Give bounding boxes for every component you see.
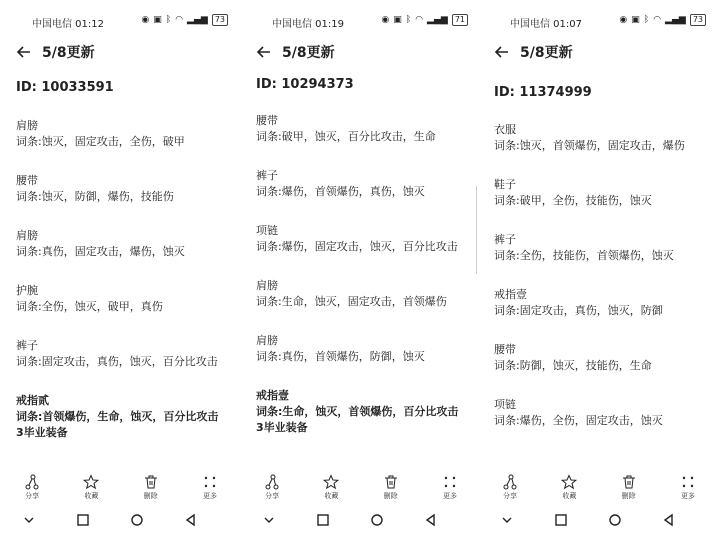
list-item [494,177,708,232]
id-label: ID: 11374999 [494,85,592,100]
item-name: 肩膀 [16,229,38,242]
favorite-button[interactable] [311,474,351,504]
note-text: 3毕业装备 [256,421,308,434]
favorite-label: 收藏 [562,492,577,500]
star-icon [323,474,339,490]
item-stats: 词条:破甲，蚀灭，百分比攻击，生命 [256,130,436,143]
more-label: 更多 [680,492,695,500]
share-icon [264,474,280,490]
back-arrow-icon[interactable] [14,42,34,62]
share-icon [502,474,518,490]
list-item [16,173,230,228]
chevron-down-icon[interactable] [22,513,36,527]
more-label: 更多 [202,492,217,500]
screenshot-panel-3 [478,0,716,540]
carrier-time: 中国电信 01:19 [272,19,344,30]
item-stats: 词条:爆伤，固定攻击，蚀灭，百分比攻击 [256,240,458,253]
nav-back-icon[interactable] [424,513,438,527]
nfc-icon: ▣ [153,15,162,25]
battery-icon: 73 [212,14,228,26]
item-list [16,118,230,441]
share-button[interactable] [252,474,292,504]
more-icon [680,474,696,490]
recents-icon[interactable] [554,513,568,527]
carrier-time: 中国电信 01:12 [32,19,104,30]
system-nav-bar [22,512,198,528]
top-bar [254,40,468,64]
list-item [256,113,470,168]
list-item [16,283,230,338]
item-stats: 词条:真伤，首领爆伤，防御，蚀灭 [256,350,425,363]
status-bar [478,14,716,30]
item-name: 衣服 [494,123,516,136]
more-button[interactable] [668,474,708,504]
signal-icon: ▂▄▆ [187,15,208,25]
item-name: 肩膀 [256,334,278,347]
eye-icon: ◉ [381,15,390,25]
item-stats: 词条:固定攻击，真伤，蚀灭，百分比攻击 [16,355,218,368]
bluetooth-icon: ᛒ [405,15,412,25]
system-nav-bar [500,512,676,528]
list-item [16,228,230,283]
trash-icon [621,474,637,490]
delete-label: 删除 [143,492,158,500]
item-name: 腰带 [16,174,38,187]
recents-icon[interactable] [316,513,330,527]
share-button[interactable] [12,474,52,504]
battery-icon: 73 [690,14,706,26]
share-label: 分享 [503,492,517,500]
signal-icon: ▂▄▆ [665,15,686,25]
star-icon [561,474,577,490]
item-name: 裤子 [256,169,278,182]
item-stats: 词条:真伤，固定攻击，爆伤，蚀灭 [16,245,185,258]
screenshot-panel-2 [240,0,478,540]
list-item [256,333,470,388]
favorite-label: 收藏 [84,492,99,500]
item-stats: 词条:首领爆伤，生命，蚀灭，百分比攻击 [16,410,219,423]
list-item [494,287,708,342]
item-stats: 词条:全伤，蚀灭，破甲，真伤 [16,300,163,313]
list-item [256,168,470,223]
item-list [256,113,470,436]
bluetooth-icon: ᛒ [165,15,172,25]
list-item [494,342,708,397]
item-name: 戒指壹 [256,389,289,402]
item-stats: 词条:蚀灭，首领爆伤，固定攻击，爆伤 [494,139,685,152]
nav-back-icon[interactable] [184,513,198,527]
wifi-icon: ◠ [653,15,662,25]
share-label: 分享 [25,492,39,500]
chevron-down-icon[interactable] [262,513,276,527]
recents-icon[interactable] [76,513,90,527]
home-icon[interactable] [608,513,622,527]
more-icon [202,474,218,490]
item-stats: 词条:全伤，技能伤，首领爆伤，蚀灭 [494,249,674,262]
action-bar [490,474,708,504]
delete-label: 删除 [621,492,636,500]
list-item [16,393,230,425]
list-item [256,223,470,278]
item-stats: 词条:防御，蚀灭，技能伤，生命 [494,359,652,372]
top-bar [14,40,228,64]
back-arrow-icon[interactable] [254,42,274,62]
list-item [16,338,230,393]
delete-button[interactable] [609,474,649,504]
more-label: 更多 [442,492,457,500]
nfc-icon: ▣ [393,15,402,25]
item-name: 肩膀 [256,279,278,292]
trash-icon [143,474,159,490]
item-stats: 词条:破甲，全伤，技能伤，蚀灭 [494,194,652,207]
list-item [16,118,230,173]
status-icons [619,14,706,26]
battery-icon: 71 [452,14,468,26]
item-stats: 词条:爆伤，首领爆伤，真伤，蚀灭 [256,185,425,198]
item-name: 裤子 [494,233,516,246]
bluetooth-icon: ᛒ [643,15,650,25]
home-icon[interactable] [130,513,144,527]
page-title: 5/8更新 [42,45,95,61]
status-icons [141,14,228,26]
item-stats: 词条:生命，蚀灭，固定攻击，首领爆伤 [256,295,447,308]
share-label: 分享 [265,492,279,500]
signal-icon: ▂▄▆ [427,15,448,25]
wifi-icon: ◠ [175,15,184,25]
item-stats: 词条:固定攻击，真伤，蚀灭，防御 [494,304,663,317]
delete-button[interactable] [131,474,171,504]
item-stats: 词条:生命，蚀灭，首领爆伤，百分比攻击 [256,405,459,418]
item-name: 腰带 [256,114,278,127]
item-name: 鞋子 [494,178,516,191]
item-name: 项链 [494,398,516,411]
item-name: 腰带 [494,343,516,356]
list-item [494,232,708,287]
screenshot-panel-1 [0,0,238,540]
action-bar [252,474,470,504]
status-bar [240,14,478,30]
status-icons [381,14,468,26]
status-bar [0,14,238,30]
star-icon [83,474,99,490]
item-stats: 词条:蚀灭，防御，爆伤，技能伤 [16,190,174,203]
item-stats: 词条:爆伤，全伤，固定攻击，蚀灭 [494,414,663,427]
list-item [256,278,470,333]
more-button[interactable] [190,474,230,504]
delete-label: 删除 [383,492,398,500]
list-item [256,388,470,420]
system-nav-bar [262,512,438,528]
page-title: 5/8更新 [282,45,335,61]
share-button[interactable] [490,474,530,504]
page-title: 5/8更新 [520,45,573,61]
eye-icon: ◉ [141,15,150,25]
nav-back-icon[interactable] [662,513,676,527]
favorite-button[interactable] [549,474,589,504]
chevron-down-icon[interactable] [500,513,514,527]
delete-button[interactable] [371,474,411,504]
eye-icon: ◉ [619,15,628,25]
item-name: 裤子 [16,339,38,352]
note-text: 3毕业装备 [16,426,68,439]
item-stats: 词条:蚀灭，固定攻击，全伤，破甲 [16,135,185,148]
share-icon [24,474,40,490]
id-label: ID: 10033591 [16,80,114,95]
item-name: 肩膀 [16,119,38,132]
trash-icon [383,474,399,490]
wifi-icon: ◠ [415,15,424,25]
nfc-icon: ▣ [631,15,640,25]
item-name: 戒指壹 [494,288,527,301]
list-item [494,397,708,429]
more-icon [442,474,458,490]
scroll-divider [476,186,477,274]
item-name: 护腕 [16,284,38,297]
action-bar [12,474,230,504]
item-list [494,122,708,429]
carrier-time: 中国电信 01:07 [510,19,582,30]
list-item [494,122,708,177]
favorite-button[interactable] [71,474,111,504]
id-label: ID: 10294373 [256,77,354,92]
top-bar [492,40,706,64]
item-name: 戒指贰 [16,394,49,407]
favorite-label: 收藏 [324,492,339,500]
home-icon[interactable] [370,513,384,527]
more-button[interactable] [430,474,470,504]
back-arrow-icon[interactable] [492,42,512,62]
item-name: 项链 [256,224,278,237]
